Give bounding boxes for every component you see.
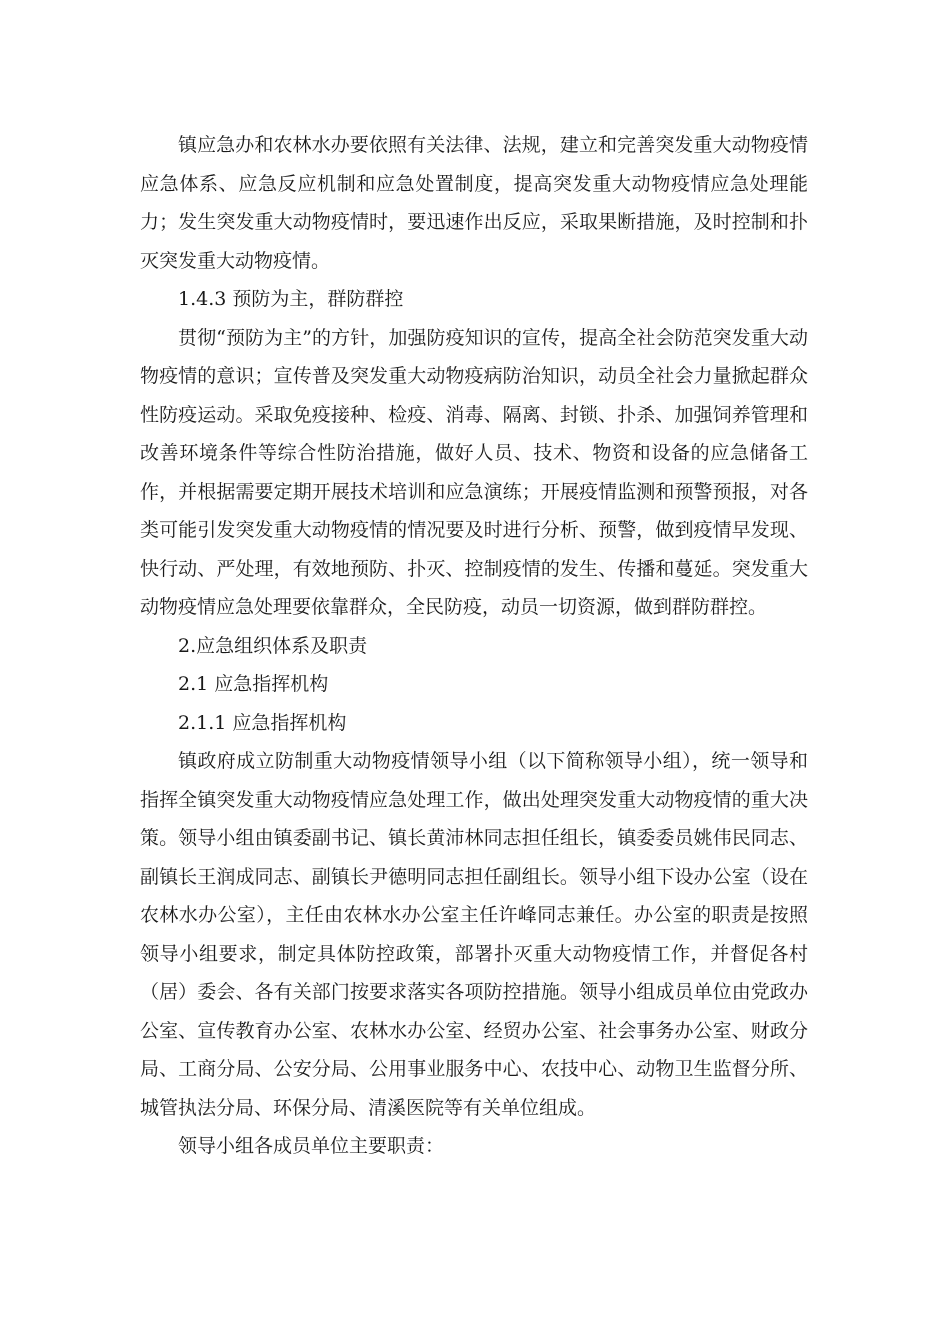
paragraph-prevention: 贯彻“预防为主”的方针，加强防疫知识的宣传，提高全社会防范突发重大动物疫情的意识；宣传普及突发重大动物疫病防治知识，动员全社会力量掀起群众性防疫运动。采取免疫接种、检疫、消毒、隔离、封锁、扑杀、加强饲养管理和改善环境条件等综合性防治措施，做好人员、技术、物资和设备的应急储备工作，并根据需要定期开展技术培训和应急演练；开展疫情监测和预警预报，对各类可能引发突发重大动物疫情的情况要及时进行分析、预警，做到疫情早发现、快行动、严处理，有效地预防、扑灭、控制疫情的发生、传播和蔓延。突发重大动物疫情应急处理要依靠群众，全民防疫，动员一切资源，做到群防群控。 bbox=[140, 326, 808, 618]
section-heading-2: 2.应急组织体系及职责 bbox=[178, 634, 368, 657]
section-heading-1-4-3: 1.4.3 预防为主，群防群控 bbox=[178, 288, 404, 310]
paragraph-leading-group: 镇政府成立防制重大动物疫情领导小组（以下简称领导小组），统一领导和指挥全镇突发重大动物疫情应急处理工作，做出处理突发重大动物疫情的重大决策。领导小组由镇委副书记、镇长黄沛林同志担任组长，镇委委员姚伟民同志、副镇长王润成同志、副镇长尹德明同志担任副组长。领导小组下设办公室（设在农林水办公室），主任由农林水办公室主任许峰同志兼任。办公室的职责是按照领导小组要求，制定具体防控政策，部署扑灭重大动物疫情工作，并督促各村（居）委会、各有关部门按要求落实各项防控措施。领导小组成员单位由党政办公室、宣传教育办公室、农林水办公室、经贸办公室、社会事务办公室、财政分局、工商分局、公安分局、公用事业服务中心、农技中心、动物卫生监督分所、城管执法分局、环保分局、清溪医院等有关单位组成。 bbox=[140, 750, 808, 1119]
paragraph-member-duties-intro: 领导小组各成员单位主要职责： bbox=[178, 1135, 445, 1157]
section-heading-2-1-1: 2.1.1 应急指挥机构 bbox=[178, 711, 347, 734]
document-body bbox=[140, 126, 808, 1166]
section-heading-2-1: 2.1 应急指挥机构 bbox=[178, 673, 329, 695]
paragraph-emergency-system: 镇应急办和农林水办要依照有关法律、法规，建立和完善突发重大动物疫情应急体系、应急反应机制和应急处置制度，提高突发重大动物疫情应急处理能力；发生突发重大动物疫情时，要迅速作出反应，采取果断措施，及时控制和扑灭突发重大动物疫情。 bbox=[140, 134, 808, 272]
